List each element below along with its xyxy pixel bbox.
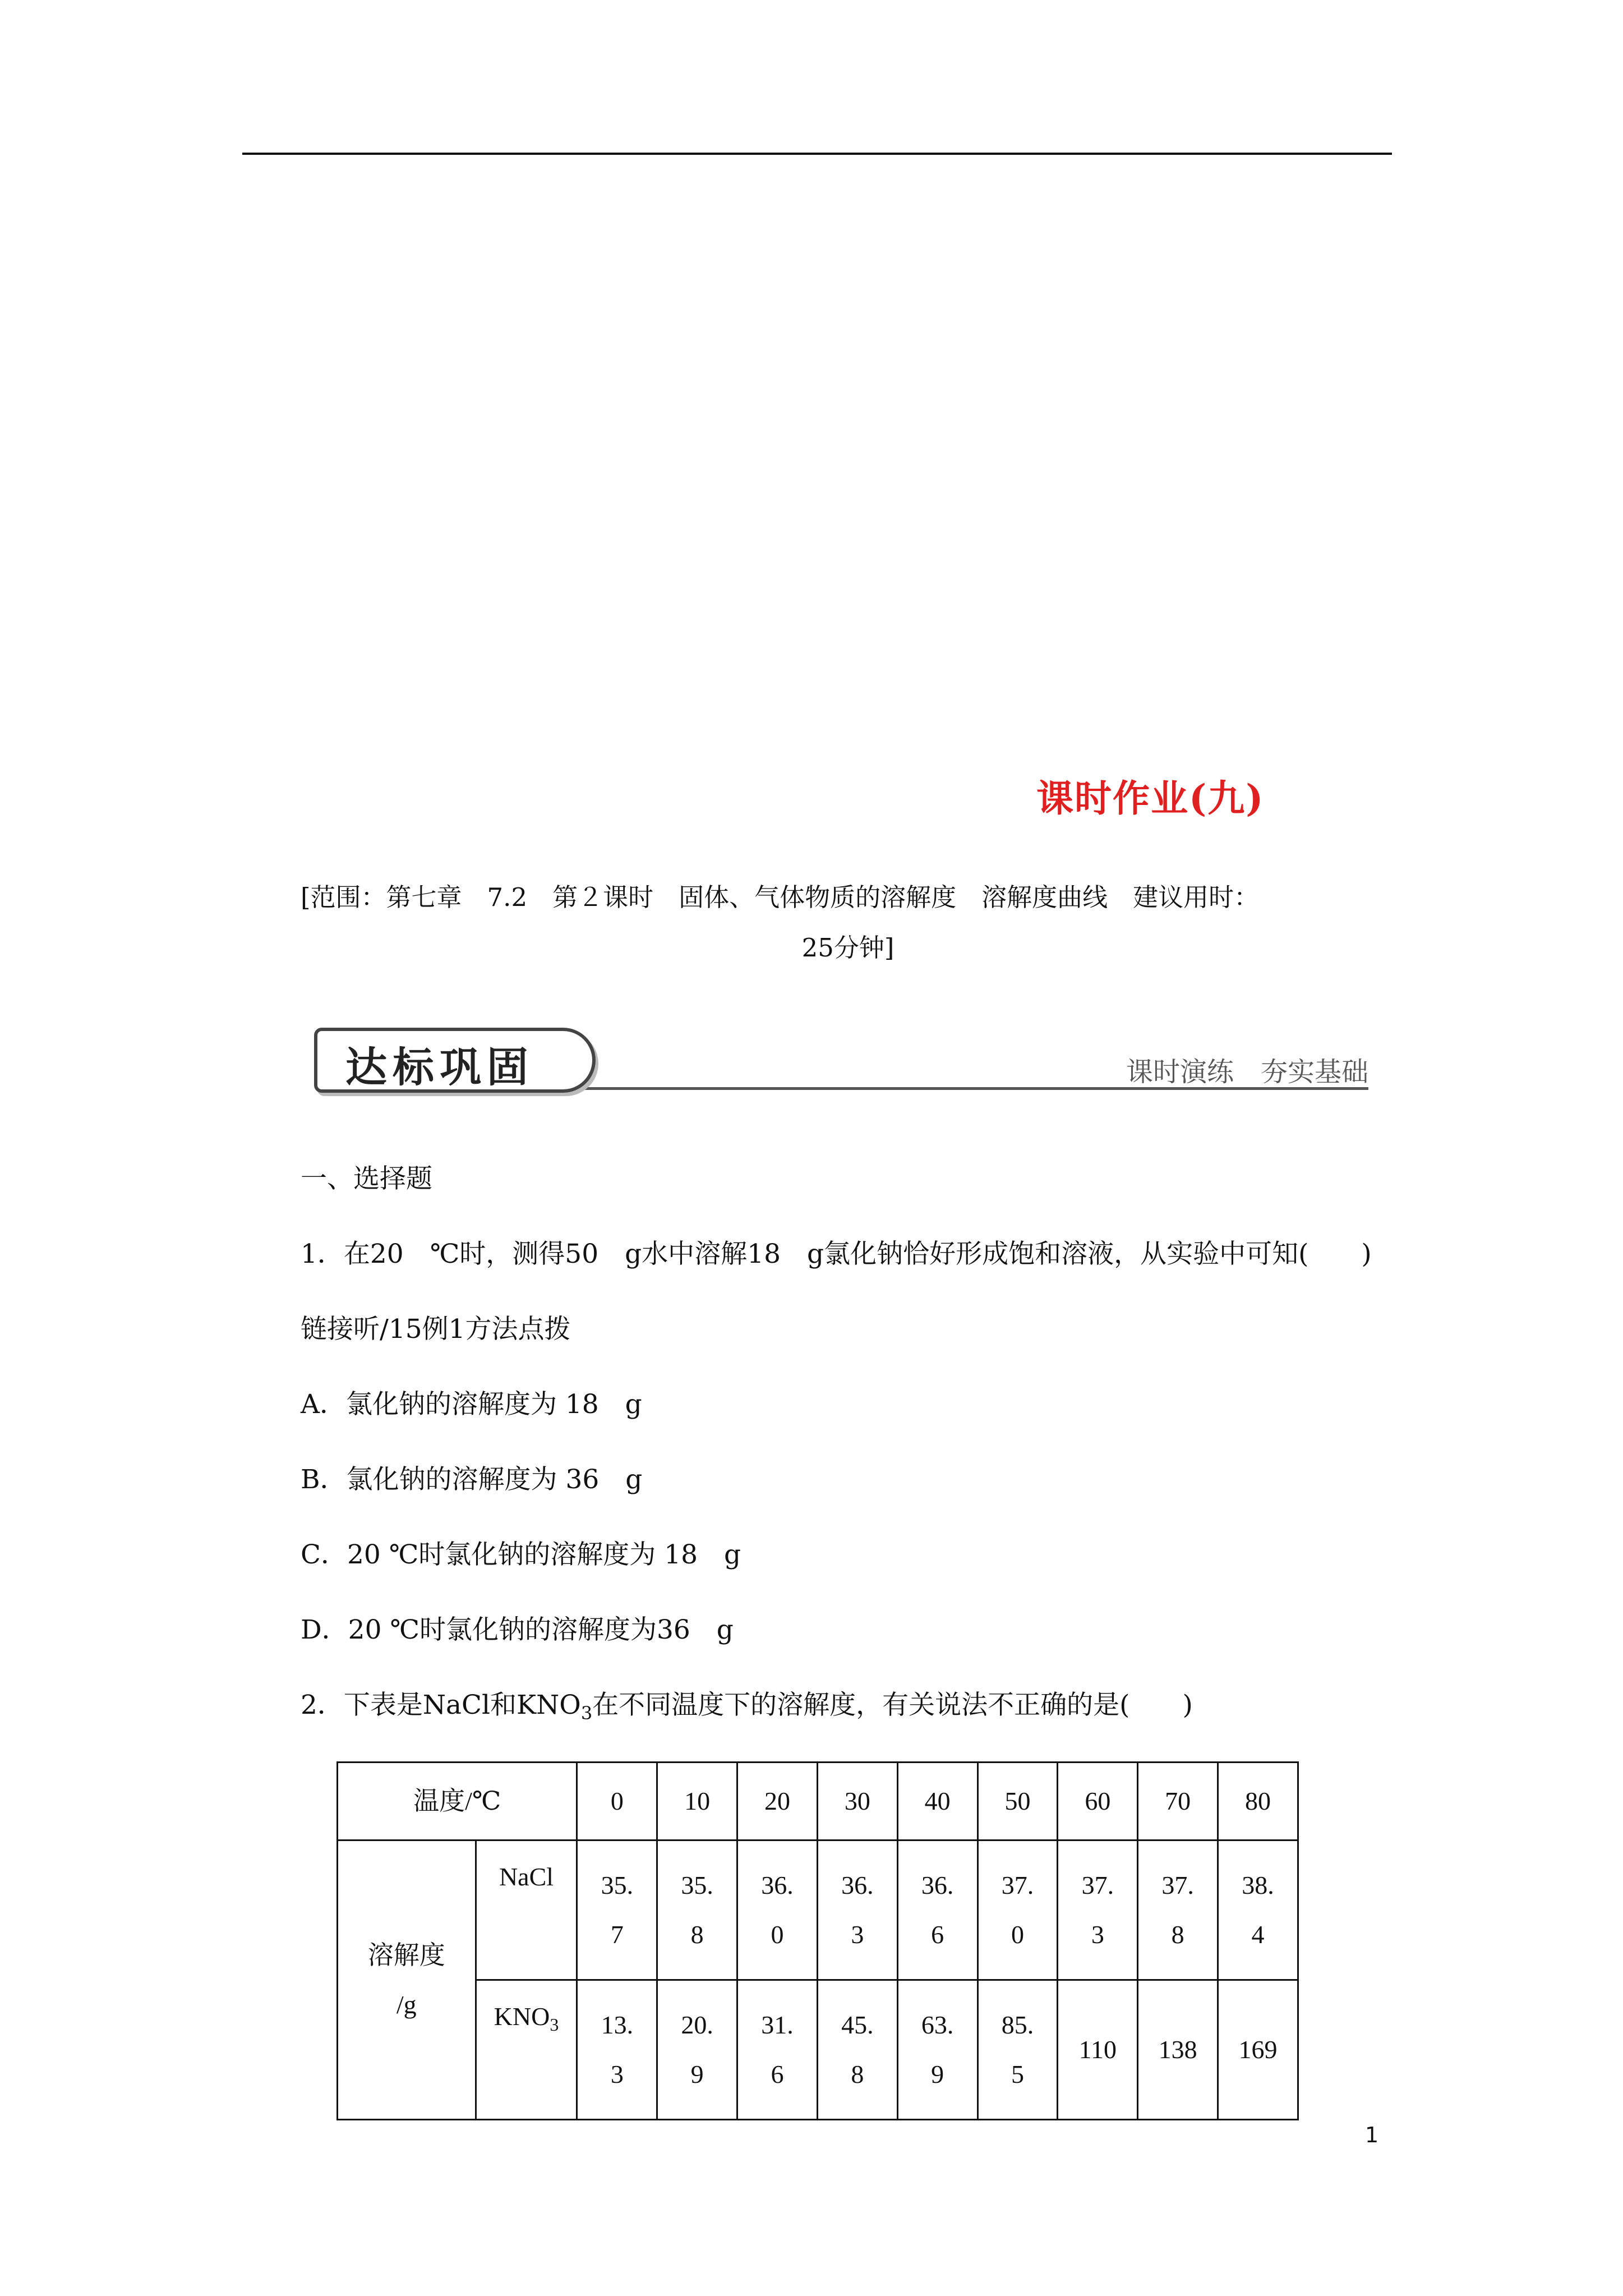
solubility-label-1: 溶解度 (367, 1940, 445, 1970)
nacl-value: 37. 8 (1138, 1841, 1218, 1980)
temp-cell: 60 (1058, 1763, 1138, 1841)
solubility-table (336, 1761, 1299, 2120)
solubility-label (338, 1841, 476, 2120)
question-2-stem-sub: 3 (580, 1703, 593, 1724)
section-banner (314, 1028, 1368, 1095)
question-1-option-d: D．20 ℃时氯化钠的溶解度为36 g (301, 1614, 734, 1645)
temp-cell: 20 (737, 1763, 818, 1841)
table-row-nacl (338, 1841, 1298, 1980)
question-1-option-c: C．20 ℃时氯化钠的溶解度为 18 g (301, 1539, 741, 1570)
banner-subtitle: 课时演练 夯实基础 (1126, 1056, 1368, 1088)
kno3-value: 169 (1218, 1980, 1298, 2120)
scope-line-2: 25分钟] (801, 933, 895, 963)
question-1-option-a: A．氯化钠的溶解度为 18 g (301, 1389, 642, 1420)
kno3-value: 85. 5 (978, 1980, 1058, 2120)
kno3-value: 20. 9 (657, 1980, 737, 2120)
temp-cell: 10 (657, 1763, 737, 1841)
solubility-label-2: /g (396, 1990, 417, 2019)
banner-badge (314, 1028, 596, 1093)
nacl-value: 38. 4 (1218, 1841, 1298, 1980)
temperature-label: 温度/℃ (338, 1763, 577, 1841)
question-1-link: 链接听/15例1方法点拨 (301, 1314, 571, 1345)
kno3-value: 138 (1138, 1980, 1218, 2120)
temp-cell: 50 (978, 1763, 1058, 1841)
nacl-value: 36. 6 (897, 1841, 978, 1980)
table-row-kno3 (338, 1980, 1298, 2120)
temp-cell: 70 (1138, 1763, 1218, 1841)
kno3-value: 63. 9 (897, 1980, 978, 2120)
nacl-value: 37. 0 (978, 1841, 1058, 1980)
temp-cell: 80 (1218, 1763, 1298, 1841)
question-2-stem-post: 在不同温度下的溶解度，有关说法不正确的是( ) (592, 1690, 1193, 1720)
nacl-value: 35. 7 (577, 1841, 657, 1980)
kno3-label: $KNO_3$ (476, 1980, 577, 2120)
kno3-value: 110 (1058, 1980, 1138, 2120)
scope-note (301, 872, 1395, 973)
nacl-label: NaCl (476, 1841, 577, 1980)
nacl-value: 36. 3 (817, 1841, 897, 1980)
kno3-value: 45. 8 (817, 1980, 897, 2120)
question-2-stem-pre: 2．下表是NaCl和KNO (301, 1690, 581, 1720)
section-title: 一、选择题 (301, 1163, 432, 1194)
question-2-stem (301, 1684, 1193, 1724)
temp-cell: 40 (897, 1763, 978, 1841)
kno3-value: 13. 3 (577, 1980, 657, 2120)
banner-title: 达标巩固 (345, 1043, 534, 1092)
question-1-option-b: B．氯化钠的溶解度为 36 g (301, 1464, 643, 1495)
scope-line-1: [范围：第七章 7.2 第２课时 固体、气体物质的溶解度 溶解度曲线 建议用时： (301, 882, 1260, 912)
temp-cell: 0 (577, 1763, 657, 1841)
nacl-value: 35. 8 (657, 1841, 737, 1980)
page-title: 课时作业(九) (1036, 776, 1265, 820)
table-header-row (338, 1763, 1298, 1841)
page-number: 1 (1365, 2123, 1379, 2147)
temp-cell: 30 (817, 1763, 897, 1841)
header-rule (242, 153, 1392, 155)
nacl-value: 36. 0 (737, 1841, 818, 1980)
nacl-value: 37. 3 (1058, 1841, 1138, 1980)
kno3-value: 31. 6 (737, 1980, 818, 2120)
question-1-stem: 1．在20 ℃时，测得50 g水中溶解18 g氯化钠恰好形成饱和溶液，从实验中可知( ) (301, 1239, 1372, 1269)
